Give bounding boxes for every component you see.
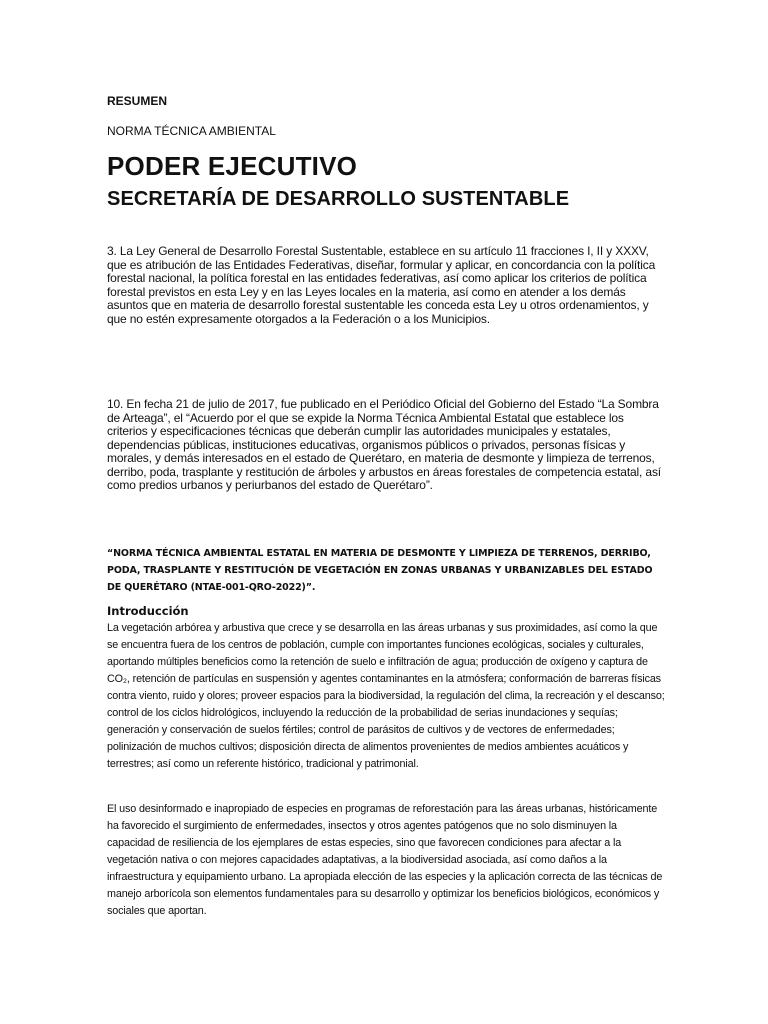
paragraph-10: 10. En fecha 21 de julio de 2017, fue publicado en el Periódico Oficial del Gobierno del Estado “La Sombra de Arteaga”, el “Acuerdo por el que se expide la Norma Técnica Ambiental Estatal que establece los criterios y especificaciones técnicas que deberán cumplir las autoridades municipales y estatales, dependencias públicas, instituciones educativas, organismos públicos o privados, personas físicas y morales, y demás interesados en el estado de Querétaro, en materia de desmonte y limpieza de terrenos, derribo, poda, trasplante y restitución de árboles y arbustos en áreas forestales de competencia estatal, así como predios urbanos y periurbanos del estado de Querétaro”.	[107, 397, 661, 492]
paragraph-3: 3. La Ley General de Desarrollo Forestal Sustentable, establece en su artículo 11 fracciones I, II y XXXV, que es atribución de las Entidades Federativas, diseñar, formular y aplicar, en concordancia con la política forestal nacional, la política forestal en las entidades federativas, así como aplicar los criterios de política forestal previstos en esta Ley y en las Leyes locales en la materia, así como en atender a los demás asuntos que en materia de desarrollo forestal sustentable les conceda esta Ley u otros ordenamientos, y que no estén expresamente otorgados a la Federación o a los Municipios.	[107, 244, 656, 326]
introduccion-heading: Introducción	[107, 604, 189, 618]
norma-tecnica-heading: NORMA TÉCNICA AMBIENTAL	[107, 124, 276, 138]
page-subtitle: SECRETARÍA DE DESARROLLO SUSTENTABLE	[107, 188, 570, 210]
page-title: PODER EJECUTIVO	[107, 151, 358, 181]
uso-paragraph: El uso desinformado e inapropiado de especies en programas de reforestación para las áreas urbanas, históricamente ha favorecido el surgimiento de enfermedades, insectos y otros agentes patógenos que no solo disminuyen la capacidad de resiliencia de los ejemplares de estas especies, sino que favorecen condiciones para afectar a la vegetación nativa o con mejores capacidades adaptativas, a la biodiversidad asociada, así como daños a la infraestructura y equipamiento urbano. La apropiada elección de las especies y la aplicación correcta de las técnicas de manejo arborícola son elementos fundamentales para su desarrollo y optimizar los beneficios biológicos, económicos y sociales que aportan.	[107, 803, 663, 917]
norma-title: “NORMA TÉCNICA AMBIENTAL ESTATAL EN MATERIA DE DESMONTE Y LIMPIEZA DE TERRENOS, DERRIBO, PODA, TRASPLANTE Y RESTITUCIÓN DE VEGETACIÓN EN ZONAS URBANAS Y URBANIZABLES DEL ESTADO DE QUERÉTARO (NTAE-001-QRO-2022)”.	[107, 548, 653, 593]
introduccion-paragraph: La vegetación arbórea y arbustiva que crece y se desarrolla en las áreas urbanas y sus proximidades, así como la que se encuentra fuera de los centros de población, cumple con importantes funciones ecológicas, sociales y culturales, aportando múltiples beneficios como la retención de suelo e infiltración de agua; producción de oxígeno y captura de CO₂, retención de partículas en suspensión y agentes contaminantes en la atmósfera; conformación de barreras físicas contra viento, ruido y olores; proveer espacios para la biodiversidad, la regulación del clima, la recreación y el descanso; control de los ciclos hidrológicos, incluyendo la reducción de la probabilidad de serias inundaciones y sequías; generación y conservación de suelos fértiles; control de parásitos de cultivos y de vectores de enfermedades; polinización de muchos cultivos; disposición directa de alimentos provenientes de medios ambientes acuáticos y terrestres; así como un referente histórico, tradicional y patrimonial.	[107, 622, 665, 770]
resumen-heading: RESUMEN	[107, 94, 168, 108]
